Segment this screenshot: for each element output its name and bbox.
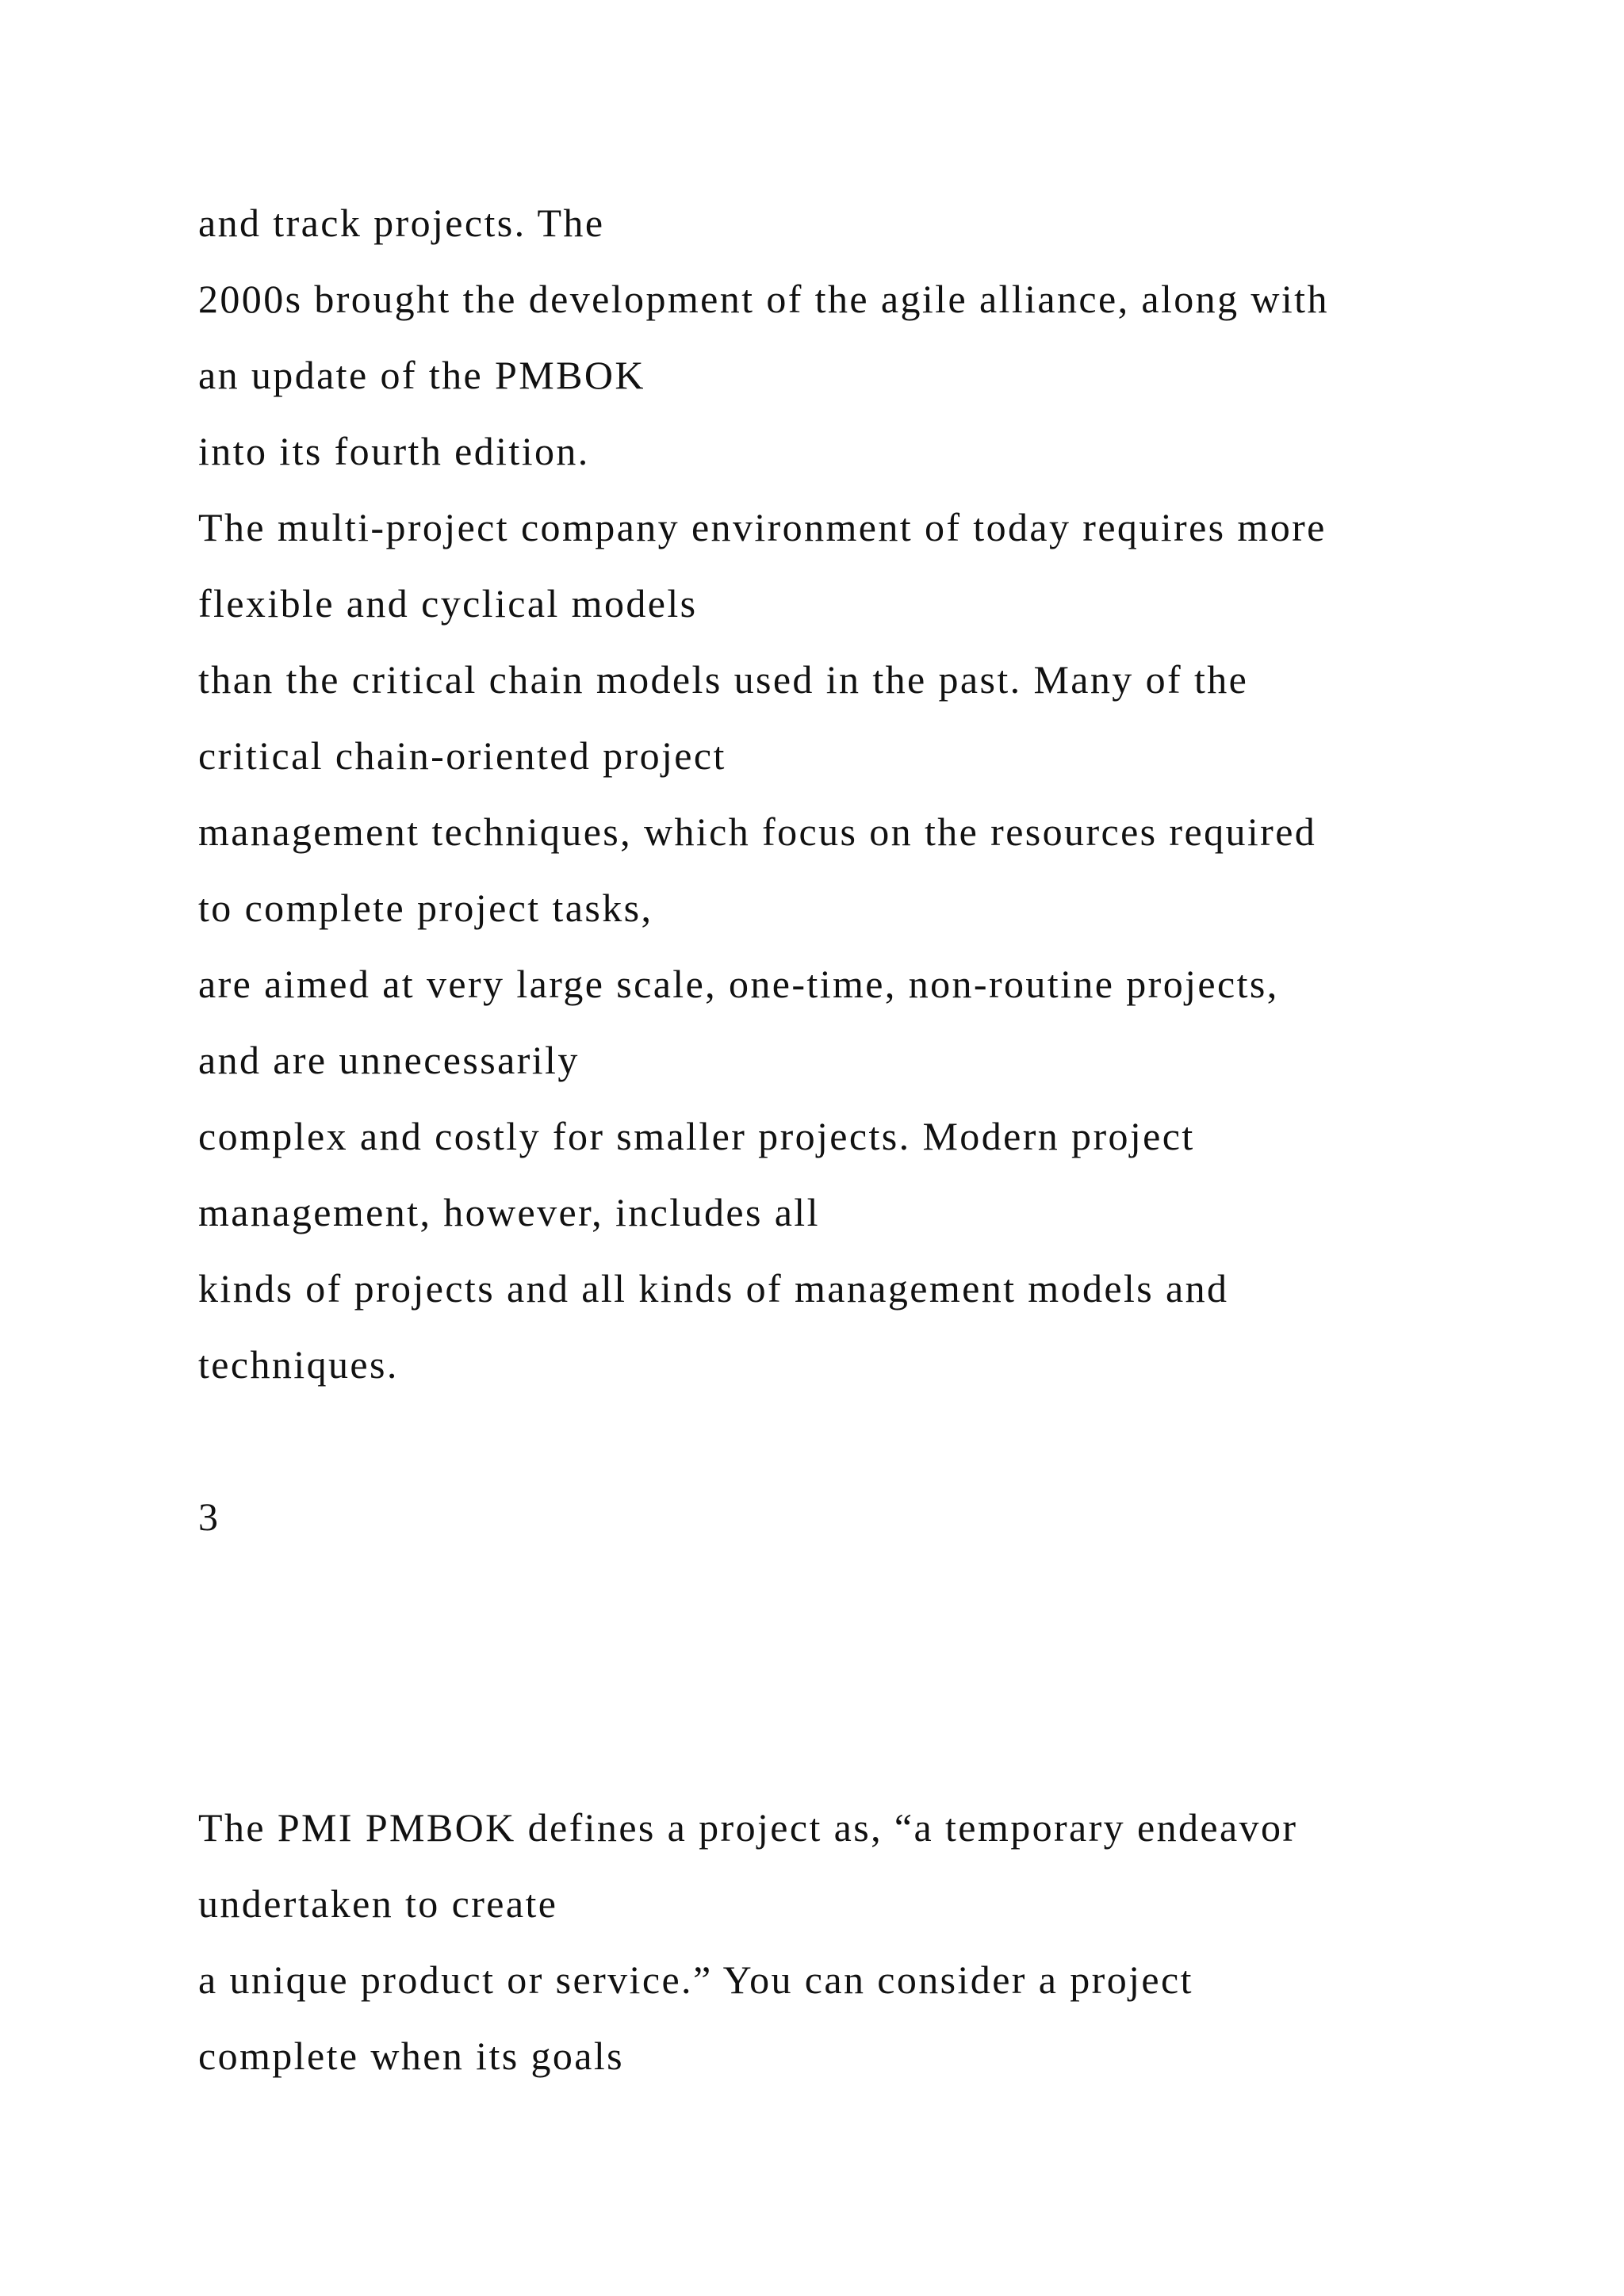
text-line: than the critical chain models used in the past. Many of the xyxy=(198,657,1249,702)
text-line: critical chain-oriented project xyxy=(198,733,726,778)
text-line: are aimed at very large scale, one-time, non-routine projects, xyxy=(198,962,1279,1006)
text-line: kinds of projects and all kinds of management models and xyxy=(198,1266,1229,1311)
page-number: 3 xyxy=(198,1494,220,1539)
body-text-block xyxy=(198,185,1507,1402)
text-line: management techniques, which focus on the resources required xyxy=(198,809,1317,854)
text-line: and are unnecessarily xyxy=(198,1038,580,1082)
text-line: The PMI PMBOK defines a project as, “a temporary endeavor xyxy=(198,1805,1298,1850)
text-line: The multi-project company environment of today requires more xyxy=(198,505,1327,549)
text-line: and track projects. The xyxy=(198,201,605,245)
text-line: complete when its goals xyxy=(198,2034,625,2078)
text-line: a unique product or service.” You can consider a project xyxy=(198,1957,1193,2002)
text-line: complex and costly for smaller projects. Modern project xyxy=(198,1114,1195,1158)
text-line: an update of the PMBOK xyxy=(198,353,645,397)
text-line: to complete project tasks, xyxy=(198,886,653,930)
body-text-block xyxy=(198,1789,1507,2094)
text-line: 2000s brought the development of the agile alliance, along with xyxy=(198,277,1329,321)
text-line: management, however, includes all xyxy=(198,1190,820,1234)
text-line: techniques. xyxy=(198,1342,399,1387)
text-line: into its fourth edition. xyxy=(198,429,590,473)
text-line: undertaken to create xyxy=(198,1881,558,1926)
text-line: flexible and cyclical models xyxy=(198,581,698,626)
